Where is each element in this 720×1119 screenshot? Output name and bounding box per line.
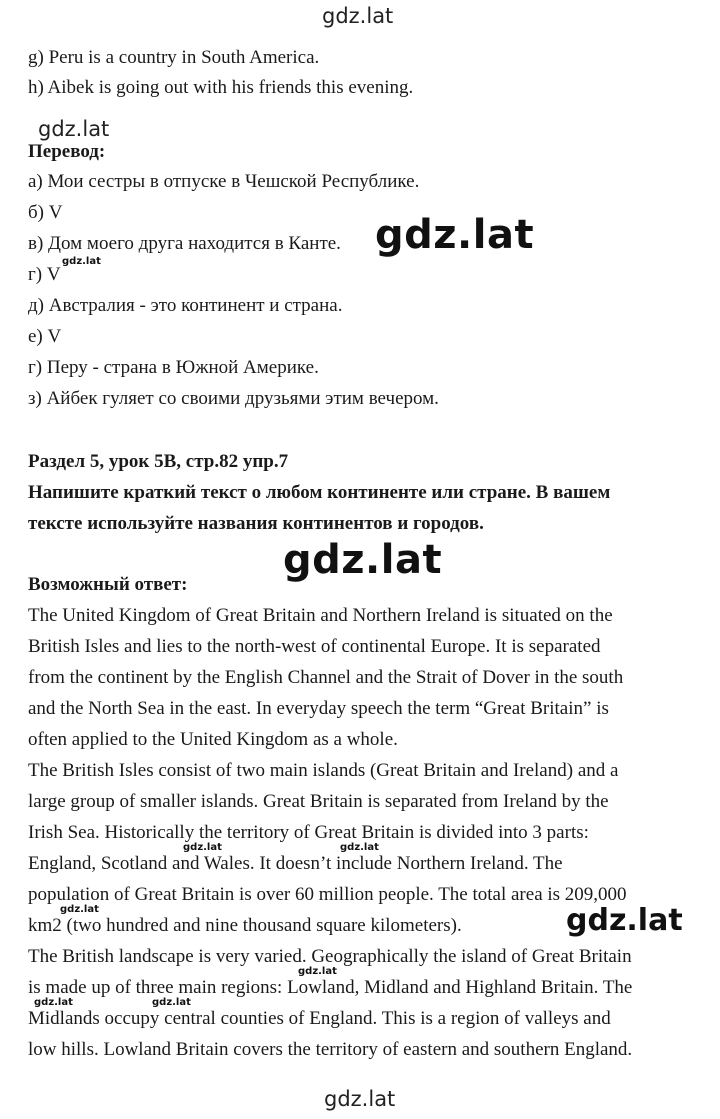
answer-line: British Isles and lies to the north-west of continental Europe. It is separated — [28, 636, 601, 657]
watermark-tiny: gdz.lat — [152, 997, 191, 1008]
watermark-tiny: gdz.lat — [340, 842, 379, 853]
watermark-small-left: gdz.lat — [38, 117, 110, 141]
watermark-tiny: gdz.lat — [62, 256, 101, 267]
watermark-tiny: gdz.lat — [60, 904, 99, 915]
watermark-top: gdz.lat — [322, 4, 394, 28]
answer-line: The United Kingdom of Great Britain and Northern Ireland is situated on the — [28, 605, 613, 626]
watermark-tiny: gdz.lat — [34, 997, 73, 1008]
answer-line: The British landscape is very varied. Geographically the island of Great Britain — [28, 946, 632, 967]
answer-line: The British Isles consist of two main islands (Great Britain and Ireland) and a — [28, 760, 619, 781]
watermark-large-middle: gdz.lat — [283, 537, 443, 583]
answer-line: low hills. Lowland Britain covers the territory of eastern and southern England. — [28, 1039, 633, 1060]
watermark-bottom: gdz.lat — [324, 1087, 396, 1111]
watermark-large: gdz.lat — [375, 212, 535, 258]
answer-line: Midlands occupy central counties of England. This is a region of valleys and — [28, 1008, 611, 1029]
answer-line: and the North Sea in the east. In everyday speech the term “Great Britain” is — [28, 698, 609, 719]
answer-line: population of Great Britain is over 60 million people. The total area is 209,000 — [28, 884, 627, 905]
section-title: Раздел 5, урок 5B, стр.82 упр.7 — [28, 451, 289, 472]
translation-item: з) Айбек гуляет со своими друзьями этим вечером. — [28, 388, 439, 409]
translation-item: а) Мои сестры в отпуске в Чешской Республике. — [28, 171, 420, 192]
answer-line: km2 (two hundred and nine thousand square kilometers). — [28, 915, 462, 936]
answer-line: is made up of three main regions: Lowland, Midland and Highland Britain. The — [28, 977, 633, 998]
answer-heading: Возможный ответ: — [28, 574, 188, 595]
watermark-tiny: gdz.lat — [298, 966, 337, 977]
english-line-h: h) Aibek is going out with his friends this evening. — [28, 77, 414, 98]
answer-line: large group of smaller islands. Great Britain is separated from Ireland by the — [28, 791, 609, 812]
translation-item: б) V — [28, 202, 63, 223]
english-line-g: g) Peru is a country in South America. — [28, 47, 320, 68]
translation-item: в) Дом моего друга находится в Канте. — [28, 233, 341, 254]
answer-line: from the continent by the English Channel and the Strait of Dover in the south — [28, 667, 624, 688]
task-line: Напишите краткий текст о любом континенте или стране. В вашем — [28, 482, 611, 503]
translation-item: г) Перу - страна в Южной Америке. — [28, 357, 319, 378]
translation-item: г) V — [28, 264, 61, 285]
answer-line: England, Scotland and Wales. It doesn’t include Northern Ireland. The — [28, 853, 563, 874]
translation-item: д) Австралия - это континент и страна. — [28, 295, 343, 316]
watermark-medium-right: gdz.lat — [566, 903, 683, 938]
translation-item: е) V — [28, 326, 62, 347]
watermark-tiny: gdz.lat — [183, 842, 222, 853]
answer-line: often applied to the United Kingdom as a whole. — [28, 729, 398, 750]
translation-heading: Перевод: — [28, 141, 106, 162]
task-line: тексте используйте названия континентов и городов. — [28, 513, 484, 534]
answer-line: Irish Sea. Historically the territory of Great Britain is divided into 3 parts: — [28, 822, 589, 843]
